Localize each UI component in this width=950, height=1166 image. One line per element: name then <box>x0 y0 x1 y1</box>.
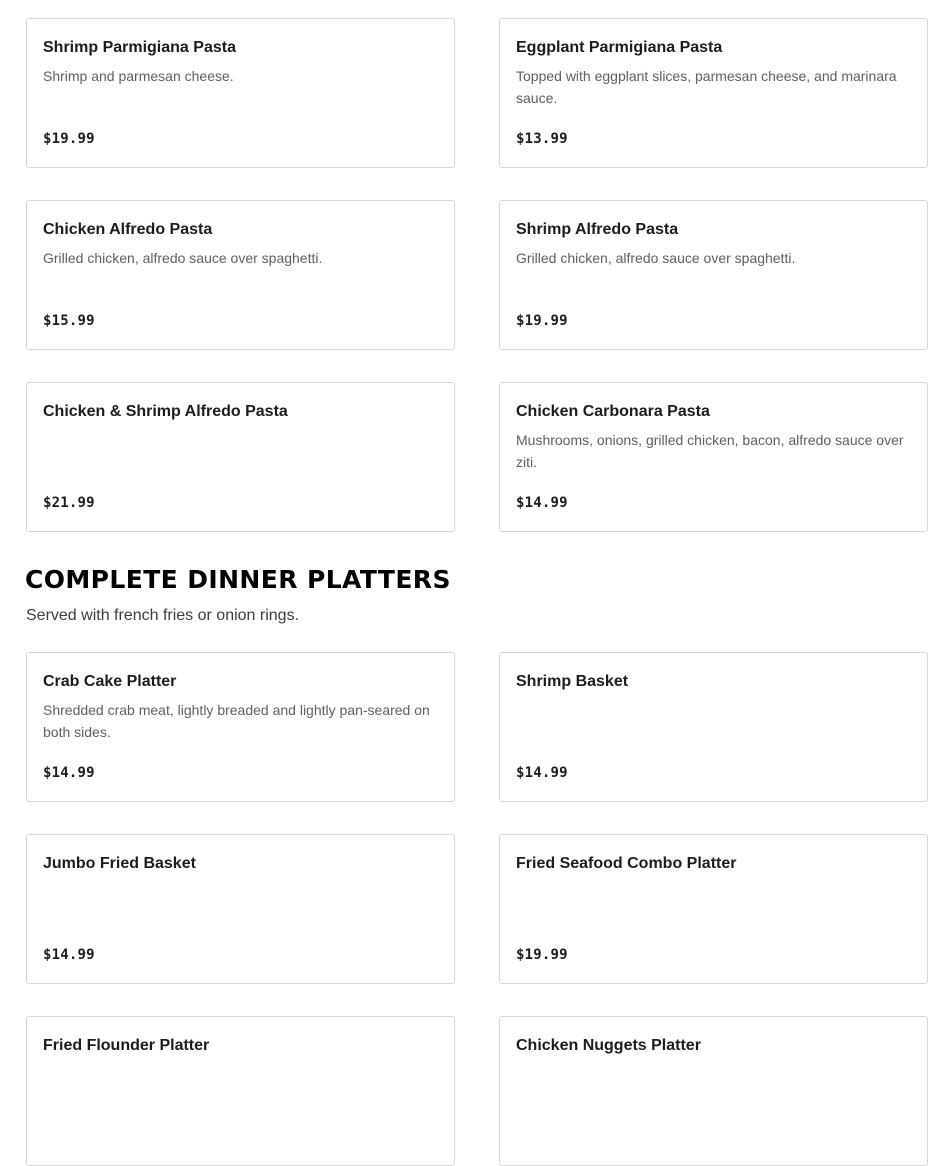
menu-item-price: $14.99 <box>516 495 568 511</box>
menu-item-card[interactable] <box>499 382 928 532</box>
menu-item-card[interactable] <box>26 834 455 984</box>
menu-item-description: Shredded crab meat, lightly breaded and lightly pan-seared on both sides. <box>43 702 430 740</box>
menu-item-card[interactable] <box>26 1016 455 1166</box>
menu-item-name: Jumbo Fried Basket <box>43 855 196 872</box>
menu-item-name: Shrimp Basket <box>516 673 629 690</box>
menu-item-name: Fried Seafood Combo Platter <box>516 855 737 872</box>
menu-item-description: Grilled chicken, alfredo sauce over spaghetti. <box>43 250 323 266</box>
menu-item-price: $14.99 <box>516 765 568 781</box>
menu-item-name: Chicken Carbonara Pasta <box>516 403 710 420</box>
menu-item-card[interactable] <box>26 652 455 802</box>
pasta-menu-grid <box>26 18 928 532</box>
menu-item-price: $14.99 <box>43 765 95 781</box>
dinner-platters-grid <box>26 652 928 1166</box>
menu-item-card[interactable] <box>26 382 455 532</box>
section-title: COMPLETE DINNER PLATTERS <box>25 565 451 594</box>
menu-item-card[interactable] <box>499 652 928 802</box>
menu-item-description: Topped with eggplant slices, parmesan cheese, and marinara sauce. <box>516 68 897 106</box>
menu-item-card[interactable] <box>499 1016 928 1166</box>
menu-item-card[interactable] <box>499 18 928 168</box>
menu-item-card[interactable] <box>26 200 455 350</box>
menu-item-name: Crab Cake Platter <box>43 673 177 690</box>
menu-item-card[interactable] <box>499 834 928 984</box>
menu-item-description: Mushrooms, onions, grilled chicken, bacon, alfredo sauce over ziti. <box>516 432 904 470</box>
menu-item-card[interactable] <box>499 200 928 350</box>
menu-item-name: Chicken Alfredo Pasta <box>43 221 213 238</box>
menu-item-price: $13.99 <box>516 131 568 147</box>
menu-item-price: $15.99 <box>43 313 95 329</box>
section-subtitle: Served with french fries or onion rings. <box>26 607 300 624</box>
menu-item-name: Chicken Nuggets Platter <box>516 1037 701 1054</box>
menu-item-card[interactable] <box>26 18 455 168</box>
menu-item-name: Shrimp Alfredo Pasta <box>516 221 679 238</box>
menu-item-price: $19.99 <box>516 947 568 963</box>
menu-item-price: $21.99 <box>43 495 95 511</box>
menu-item-name: Eggplant Parmigiana Pasta <box>516 39 723 56</box>
menu-item-name: Shrimp Parmigiana Pasta <box>43 39 236 56</box>
menu-item-name: Fried Flounder Platter <box>43 1037 210 1054</box>
menu-item-price: $14.99 <box>43 947 95 963</box>
menu-item-name: Chicken & Shrimp Alfredo Pasta <box>43 403 288 420</box>
menu-item-price: $19.99 <box>516 313 568 329</box>
menu-item-description: Shrimp and parmesan cheese. <box>43 68 234 84</box>
menu-item-description: Grilled chicken, alfredo sauce over spaghetti. <box>516 250 796 266</box>
menu-item-price: $19.99 <box>43 131 95 147</box>
